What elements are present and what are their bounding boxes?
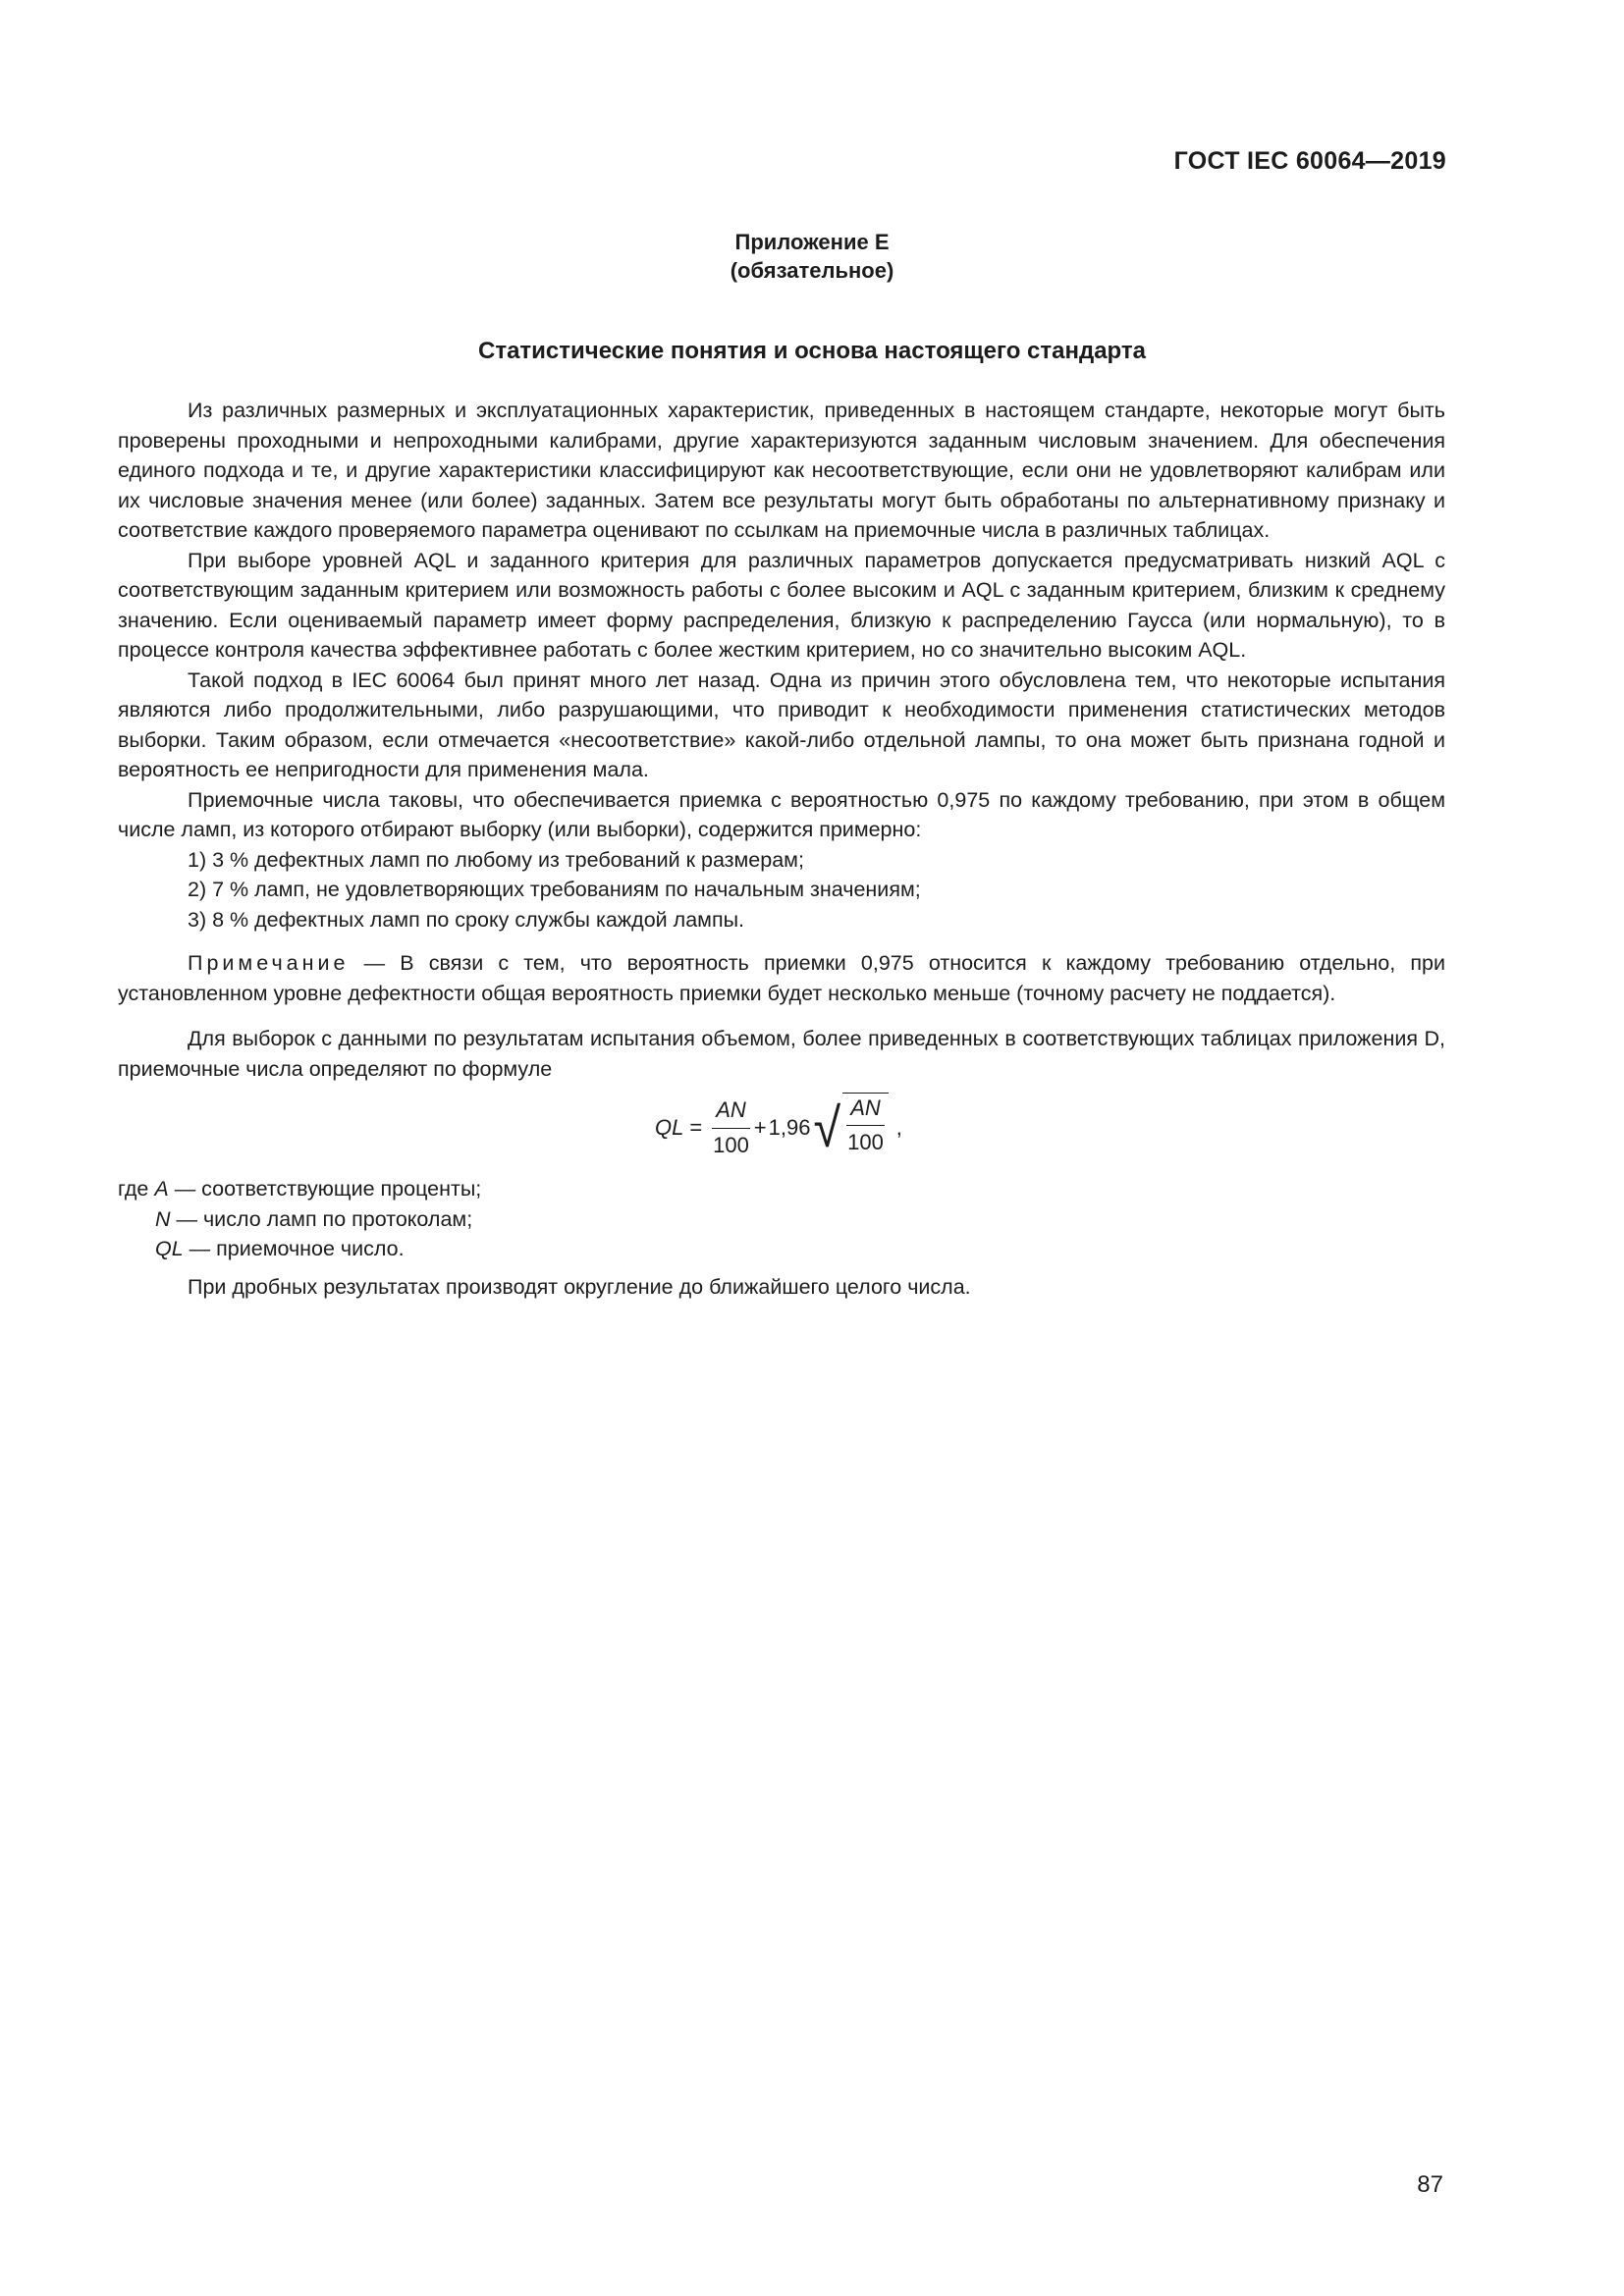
definition-item [118,1234,1445,1264]
definition-text: — число ламп по протоколам; [170,1206,473,1231]
appendix-title: Приложение E [734,230,890,254]
note-label: Примечание [188,951,350,975]
paragraph: Такой подход в IEC 60064 был принят много лет назад. Одна из причин этого обусловлена тем, что некоторые испытания являются либо продолжительными, либо разрушающими, что приводит к необходимости применения статистических методов выборки. Таким образом, если отмечается «несоответствие» какой-либо отдельной лампы, то она может быть признана годной и вероятность ее непригодности для применения мала. [118,667,1445,781]
appendix-status: (обязательное) [730,258,894,283]
formula-lhs: QL [655,1114,684,1140]
requirements-list [118,845,1445,935]
paragraph: Из различных размерных и эксплуатационных характеристик, приведенных в настоящем стандарте, некоторые могут быть проверены проходными и непроходными калибрами, другие характеризуются заданным числовым значением. Для обеспечения единого подхода и те, и другие характеристики классифицируют как несоответствующие, если они не удовлетворяют калибрам или их числовые значения менее (или более) заданных. Затем все результаты могут быть обработаны по альтернативному признаку и соответствие каждого проверяемого параметра оценивают по ссылкам на приемочные числа в различных таблицах. [118,399,1445,542]
definitions-lead: где [118,1177,149,1201]
definition-symbol: A [154,1177,169,1201]
document-code: ГОСТ IEC 60064—2019 [1173,147,1446,175]
list-item: 3) 8 % дефектных ламп по сроку службы каждой лампы. [188,907,745,932]
formula-coefficient: 1,96 [768,1114,811,1140]
formula-intro: Для выборок с данными по результатам испытания объемом, более приведенных в соответствующих таблицах приложения D, приемочные числа определяют по формуле [118,1027,1445,1081]
paragraph: Приемочные числа таковы, что обеспечивается приемка с вероятностью 0,975 по каждому требованию, при этом в общем числе ламп, из которого отбирают выборку (или выборки), содержится примерно: [118,787,1445,841]
formula [118,1088,1445,1168]
definition-symbol: QL [155,1237,184,1260]
formula-trailing: , [895,1114,902,1140]
list-item: 2) 7 % ламп, не удовлетворяющих требованиям по начальным значениям; [188,878,921,901]
definition-symbol: N [155,1206,171,1231]
definition-text: — приемочное число. [183,1237,405,1260]
page-number: 87 [1417,2171,1443,2198]
formula-sqrt-denominator: 100 [847,1130,884,1154]
definitions [118,1174,1445,1264]
formula-numerator: AN [712,1095,750,1129]
section-title: Статистические понятия и основа настоящего стандарта [477,338,1146,364]
appendix-heading [0,228,1624,285]
definition-item [118,1174,1445,1204]
note [118,948,1445,1008]
formula-fraction [712,1095,750,1160]
list-item: 1) 3 % дефектных ламп по любому из требований к размерам; [188,847,804,872]
paragraph: При выборе уровней AQL и заданного критерия для различных параметров допускается предусматривать низкий AQL с соответствующим заданным критерием или возможность работы с более высоким и AQL с заданным критерием, близким к среднему значению. Если оцениваемый параметр имеет форму распределения, близкую к распределению Гаусса (или нормальную), то в процессе контроля качества эффективнее работать с более жестким критерием, но со значительно высоким AQL. [118,548,1445,662]
formula-plus: + [753,1114,767,1140]
formula-sqrt-numerator: AN [846,1094,885,1127]
formula-equals: = [689,1114,703,1140]
formula-sqrt [842,1093,889,1158]
definition-item [118,1204,1445,1235]
document-body [118,396,1445,1302]
definition-text: — соответствующие проценты; [168,1177,482,1201]
formula-denominator: 100 [713,1132,749,1157]
sqrt-icon: √ [814,1096,841,1158]
note-text: — В связи с тем, что вероятность приемки 0,975 относится к каждому требованию отдельно, при установленном уровне дефектности общая вероятность приемки будет несколько меньше (точному расчету не поддается). [118,951,1445,1005]
formula-sqrt-fraction [846,1094,885,1158]
final-paragraph: При дробных результатах производят округление до ближайшего целого числа. [188,1274,971,1299]
